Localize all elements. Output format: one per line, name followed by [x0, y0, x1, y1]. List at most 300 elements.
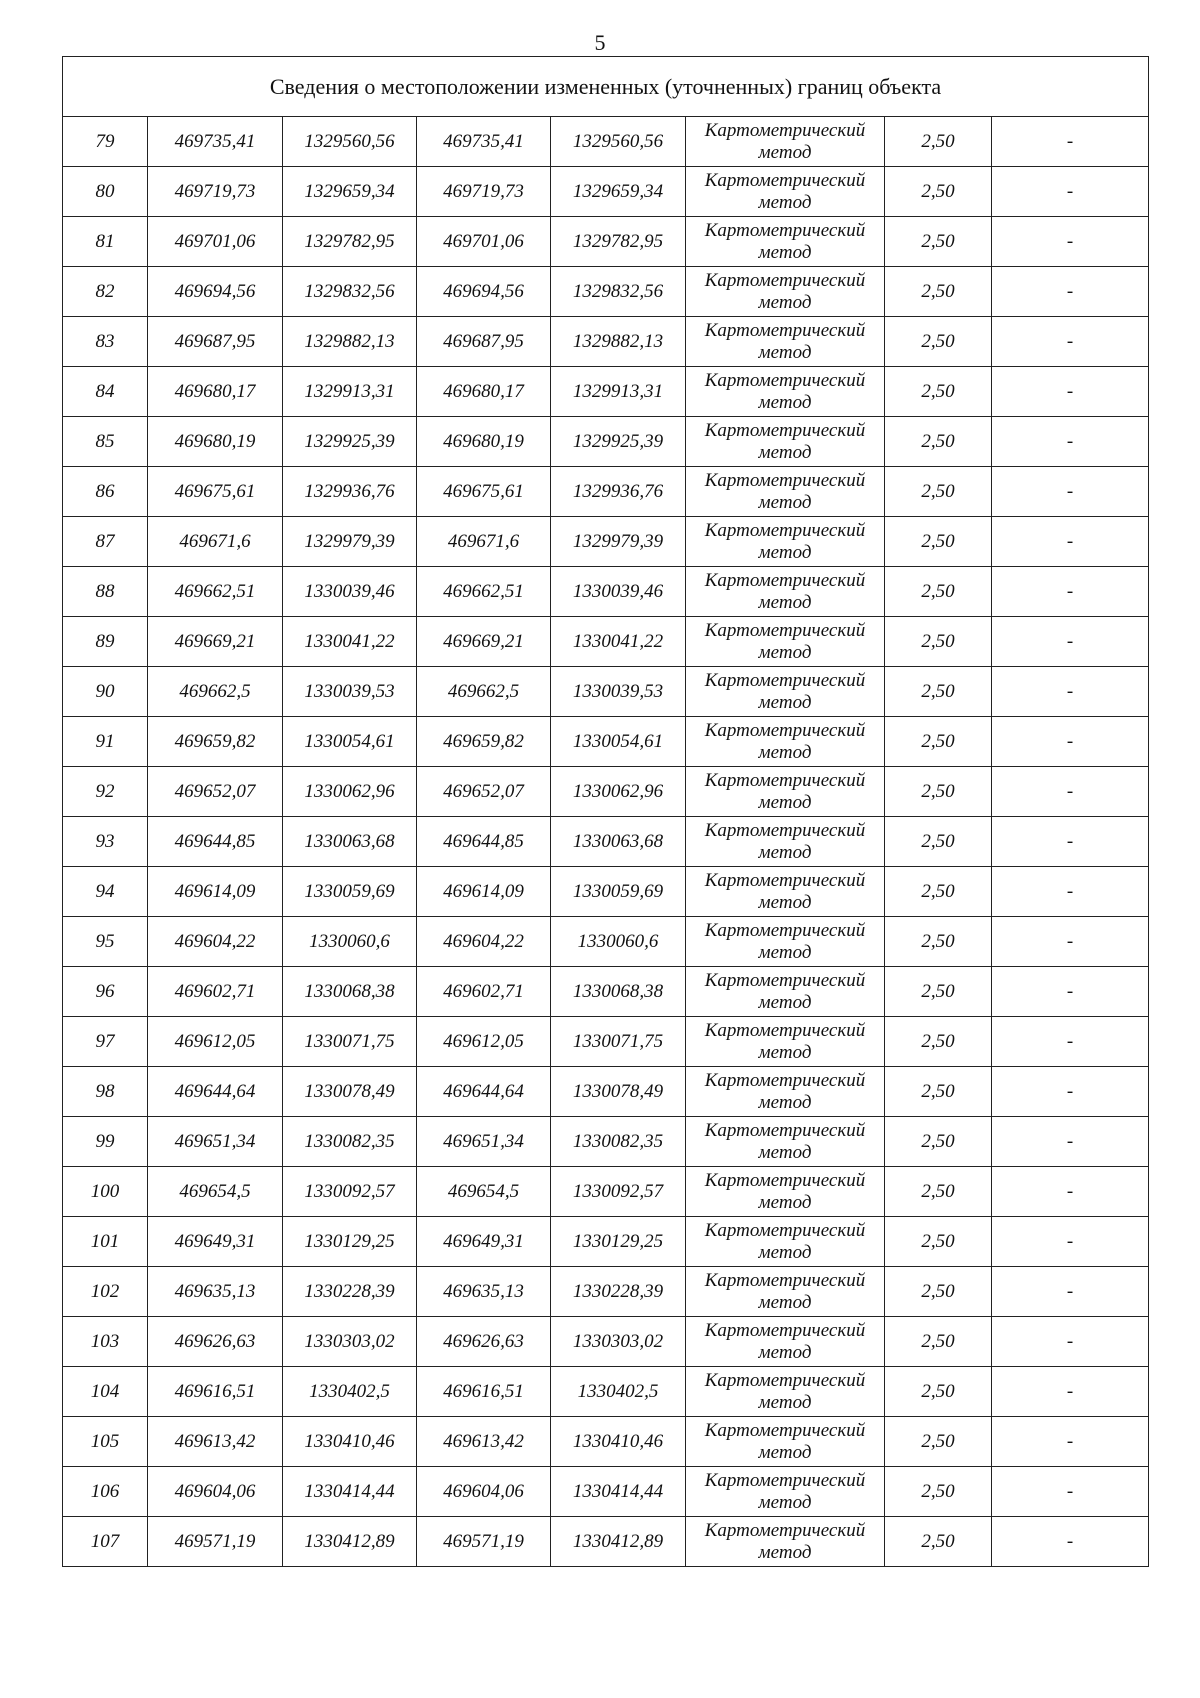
method-line-2: метод [758, 891, 812, 913]
method-cell [686, 1317, 885, 1367]
method-line-2: метод [758, 441, 812, 463]
method-line-1: Картометрический [704, 369, 866, 391]
table-title: Сведения о местоположении измененных (уточненных) границ объекта [63, 57, 1149, 117]
accuracy-cell: 2,50 [885, 1417, 992, 1467]
x-existing-cell: 469652,07 [148, 767, 283, 817]
method-line-1: Картометрический [704, 1269, 866, 1291]
accuracy-cell: 2,50 [885, 1067, 992, 1117]
method-line-1: Картометрический [704, 919, 866, 941]
method-line-1: Картометрический [704, 119, 866, 141]
description-cell: - [992, 517, 1149, 567]
x-existing-cell: 469644,85 [148, 817, 283, 867]
x-refined-cell: 469669,21 [417, 617, 551, 667]
y-refined-cell: 1330129,25 [551, 1217, 686, 1267]
method-line-2: метод [758, 1191, 812, 1213]
y-existing-cell: 1330062,96 [283, 767, 417, 817]
table-row [63, 1167, 1149, 1217]
y-existing-cell: 1329913,31 [283, 367, 417, 417]
method-cell [686, 867, 885, 917]
y-existing-cell: 1330039,46 [283, 567, 417, 617]
table-row [63, 1517, 1149, 1567]
accuracy-cell: 2,50 [885, 967, 992, 1017]
method-line-1: Картометрический [704, 1019, 866, 1041]
x-existing-cell: 469659,82 [148, 717, 283, 767]
y-refined-cell: 1330060,6 [551, 917, 686, 967]
y-refined-cell: 1329882,13 [551, 317, 686, 367]
boundary-coordinates-table [62, 56, 1149, 1567]
table-row [63, 367, 1149, 417]
method-line-1: Картометрический [704, 819, 866, 841]
x-refined-cell: 469680,17 [417, 367, 551, 417]
y-existing-cell: 1330414,44 [283, 1467, 417, 1517]
method-line-1: Картометрический [704, 1169, 866, 1191]
accuracy-cell: 2,50 [885, 317, 992, 367]
method-line-2: метод [758, 791, 812, 813]
method-cell [686, 1117, 885, 1167]
method-cell [686, 817, 885, 867]
point-number-cell: 101 [63, 1217, 148, 1267]
y-refined-cell: 1329936,76 [551, 467, 686, 517]
method-cell [686, 1267, 885, 1317]
x-existing-cell: 469675,61 [148, 467, 283, 517]
x-existing-cell: 469602,71 [148, 967, 283, 1017]
x-existing-cell: 469604,06 [148, 1467, 283, 1517]
x-existing-cell: 469701,06 [148, 217, 283, 267]
x-existing-cell: 469654,5 [148, 1167, 283, 1217]
y-refined-cell: 1330068,38 [551, 967, 686, 1017]
y-refined-cell: 1330039,46 [551, 567, 686, 617]
y-existing-cell: 1329882,13 [283, 317, 417, 367]
y-refined-cell: 1330071,75 [551, 1017, 686, 1067]
accuracy-cell: 2,50 [885, 517, 992, 567]
x-existing-cell: 469644,64 [148, 1067, 283, 1117]
point-number-cell: 94 [63, 867, 148, 917]
accuracy-cell: 2,50 [885, 367, 992, 417]
point-number-cell: 80 [63, 167, 148, 217]
point-number-cell: 83 [63, 317, 148, 367]
method-line-2: метод [758, 1341, 812, 1363]
table-row [63, 467, 1149, 517]
x-refined-cell: 469571,19 [417, 1517, 551, 1567]
point-number-cell: 107 [63, 1517, 148, 1567]
method-cell [686, 1167, 885, 1217]
description-cell: - [992, 117, 1149, 167]
point-number-cell: 103 [63, 1317, 148, 1367]
description-cell: - [992, 267, 1149, 317]
method-line-2: метод [758, 291, 812, 313]
point-number-cell: 102 [63, 1267, 148, 1317]
x-refined-cell: 469701,06 [417, 217, 551, 267]
method-cell [686, 367, 885, 417]
method-cell [686, 467, 885, 517]
table-row [63, 867, 1149, 917]
method-line-1: Картометрический [704, 519, 866, 541]
table-row [63, 1017, 1149, 1067]
description-cell: - [992, 967, 1149, 1017]
table-row [63, 967, 1149, 1017]
method-line-2: метод [758, 191, 812, 213]
y-existing-cell: 1330228,39 [283, 1267, 417, 1317]
point-number-cell: 79 [63, 117, 148, 167]
x-existing-cell: 469662,5 [148, 667, 283, 717]
description-cell: - [992, 1517, 1149, 1567]
method-line-2: метод [758, 141, 812, 163]
description-cell: - [992, 467, 1149, 517]
method-line-2: метод [758, 491, 812, 513]
y-existing-cell: 1329659,34 [283, 167, 417, 217]
table-row [63, 1117, 1149, 1167]
x-refined-cell: 469604,22 [417, 917, 551, 967]
accuracy-cell: 2,50 [885, 617, 992, 667]
y-refined-cell: 1330054,61 [551, 717, 686, 767]
method-cell [686, 1417, 885, 1467]
method-line-2: метод [758, 1491, 812, 1513]
method-line-2: метод [758, 1041, 812, 1063]
method-cell [686, 117, 885, 167]
method-line-2: метод [758, 941, 812, 963]
y-existing-cell: 1330059,69 [283, 867, 417, 917]
y-existing-cell: 1329782,95 [283, 217, 417, 267]
method-line-1: Картометрический [704, 169, 866, 191]
y-refined-cell: 1329782,95 [551, 217, 686, 267]
method-line-1: Картометрический [704, 769, 866, 791]
method-line-2: метод [758, 641, 812, 663]
accuracy-cell: 2,50 [885, 1167, 992, 1217]
y-refined-cell: 1330059,69 [551, 867, 686, 917]
x-refined-cell: 469735,41 [417, 117, 551, 167]
table-row [63, 267, 1149, 317]
y-existing-cell: 1330129,25 [283, 1217, 417, 1267]
y-existing-cell: 1330078,49 [283, 1067, 417, 1117]
method-line-2: метод [758, 541, 812, 563]
description-cell: - [992, 717, 1149, 767]
x-existing-cell: 469719,73 [148, 167, 283, 217]
x-refined-cell: 469694,56 [417, 267, 551, 317]
point-number-cell: 85 [63, 417, 148, 467]
x-refined-cell: 469662,51 [417, 567, 551, 617]
method-line-2: метод [758, 691, 812, 713]
method-line-1: Картометрический [704, 1519, 866, 1541]
method-cell [686, 617, 885, 667]
x-existing-cell: 469671,6 [148, 517, 283, 567]
point-number-cell: 106 [63, 1467, 148, 1517]
point-number-cell: 100 [63, 1167, 148, 1217]
description-cell: - [992, 1017, 1149, 1067]
y-existing-cell: 1329832,56 [283, 267, 417, 317]
description-cell: - [992, 817, 1149, 867]
description-cell: - [992, 417, 1149, 467]
method-cell [686, 667, 885, 717]
table-row [63, 817, 1149, 867]
x-existing-cell: 469680,19 [148, 417, 283, 467]
x-existing-cell: 469687,95 [148, 317, 283, 367]
accuracy-cell: 2,50 [885, 217, 992, 267]
y-existing-cell: 1330412,89 [283, 1517, 417, 1567]
x-refined-cell: 469644,64 [417, 1067, 551, 1117]
method-cell [686, 417, 885, 467]
method-cell [686, 567, 885, 617]
description-cell: - [992, 917, 1149, 967]
table-row [63, 1317, 1149, 1367]
method-cell [686, 1517, 885, 1567]
description-cell: - [992, 1067, 1149, 1117]
x-existing-cell: 469612,05 [148, 1017, 283, 1067]
page-number: 5 [594, 30, 606, 55]
method-line-1: Картометрический [704, 219, 866, 241]
table-row [63, 317, 1149, 367]
x-existing-cell: 469651,34 [148, 1117, 283, 1167]
y-existing-cell: 1329925,39 [283, 417, 417, 467]
description-cell: - [992, 167, 1149, 217]
description-cell: - [992, 1417, 1149, 1467]
table-row [63, 667, 1149, 717]
point-number-cell: 84 [63, 367, 148, 417]
point-number-cell: 98 [63, 1067, 148, 1117]
accuracy-cell: 2,50 [885, 1517, 992, 1567]
method-line-1: Картометрический [704, 719, 866, 741]
accuracy-cell: 2,50 [885, 1367, 992, 1417]
table-row [63, 217, 1149, 267]
y-refined-cell: 1330414,44 [551, 1467, 686, 1517]
description-cell: - [992, 1117, 1149, 1167]
y-refined-cell: 1329925,39 [551, 417, 686, 467]
method-cell [686, 217, 885, 267]
method-line-2: метод [758, 1441, 812, 1463]
description-cell: - [992, 1167, 1149, 1217]
accuracy-cell: 2,50 [885, 1467, 992, 1517]
table-row [63, 717, 1149, 767]
y-existing-cell: 1330039,53 [283, 667, 417, 717]
x-refined-cell: 469612,05 [417, 1017, 551, 1067]
method-line-1: Картометрический [704, 969, 866, 991]
description-cell: - [992, 1317, 1149, 1367]
accuracy-cell: 2,50 [885, 1117, 992, 1167]
description-cell: - [992, 1267, 1149, 1317]
y-refined-cell: 1329560,56 [551, 117, 686, 167]
description-cell: - [992, 1467, 1149, 1517]
method-cell [686, 317, 885, 367]
table-row [63, 567, 1149, 617]
x-refined-cell: 469719,73 [417, 167, 551, 217]
method-cell [686, 167, 885, 217]
accuracy-cell: 2,50 [885, 267, 992, 317]
y-existing-cell: 1330071,75 [283, 1017, 417, 1067]
method-line-1: Картометрический [704, 1319, 866, 1341]
table-row [63, 1067, 1149, 1117]
y-existing-cell: 1330063,68 [283, 817, 417, 867]
description-cell: - [992, 1367, 1149, 1417]
method-line-1: Картометрический [704, 1419, 866, 1441]
y-refined-cell: 1330303,02 [551, 1317, 686, 1367]
method-line-1: Картометрический [704, 619, 866, 641]
x-refined-cell: 469687,95 [417, 317, 551, 367]
accuracy-cell: 2,50 [885, 917, 992, 967]
method-line-2: метод [758, 341, 812, 363]
point-number-cell: 89 [63, 617, 148, 667]
method-line-1: Картометрический [704, 1219, 866, 1241]
method-cell [686, 917, 885, 967]
description-cell: - [992, 567, 1149, 617]
x-existing-cell: 469613,42 [148, 1417, 283, 1467]
table-row [63, 167, 1149, 217]
method-cell [686, 1467, 885, 1517]
point-number-cell: 99 [63, 1117, 148, 1167]
y-refined-cell: 1330039,53 [551, 667, 686, 717]
method-line-1: Картометрический [704, 1119, 866, 1141]
table-row [63, 617, 1149, 667]
accuracy-cell: 2,50 [885, 667, 992, 717]
method-cell [686, 1217, 885, 1267]
y-existing-cell: 1330060,6 [283, 917, 417, 967]
method-line-2: метод [758, 1541, 812, 1563]
table-row [63, 417, 1149, 467]
method-line-1: Картометрический [704, 419, 866, 441]
accuracy-cell: 2,50 [885, 417, 992, 467]
x-refined-cell: 469651,34 [417, 1117, 551, 1167]
x-existing-cell: 469604,22 [148, 917, 283, 967]
x-existing-cell: 469662,51 [148, 567, 283, 617]
accuracy-cell: 2,50 [885, 567, 992, 617]
x-refined-cell: 469652,07 [417, 767, 551, 817]
accuracy-cell: 2,50 [885, 867, 992, 917]
method-cell [686, 267, 885, 317]
y-existing-cell: 1330303,02 [283, 1317, 417, 1367]
x-refined-cell: 469662,5 [417, 667, 551, 717]
accuracy-cell: 2,50 [885, 717, 992, 767]
x-refined-cell: 469680,19 [417, 417, 551, 467]
description-cell: - [992, 867, 1149, 917]
point-number-cell: 81 [63, 217, 148, 267]
x-existing-cell: 469649,31 [148, 1217, 283, 1267]
x-refined-cell: 469626,63 [417, 1317, 551, 1367]
y-existing-cell: 1329560,56 [283, 117, 417, 167]
y-refined-cell: 1329832,56 [551, 267, 686, 317]
y-refined-cell: 1330228,39 [551, 1267, 686, 1317]
x-refined-cell: 469659,82 [417, 717, 551, 767]
accuracy-cell: 2,50 [885, 817, 992, 867]
y-refined-cell: 1329913,31 [551, 367, 686, 417]
description-cell: - [992, 667, 1149, 717]
method-line-1: Картометрический [704, 569, 866, 591]
y-existing-cell: 1330092,57 [283, 1167, 417, 1217]
x-refined-cell: 469604,06 [417, 1467, 551, 1517]
table-row [63, 767, 1149, 817]
x-existing-cell: 469680,17 [148, 367, 283, 417]
table-row [63, 1467, 1149, 1517]
x-refined-cell: 469675,61 [417, 467, 551, 517]
table-row [63, 517, 1149, 567]
x-refined-cell: 469613,42 [417, 1417, 551, 1467]
y-existing-cell: 1330054,61 [283, 717, 417, 767]
accuracy-cell: 2,50 [885, 1317, 992, 1367]
y-existing-cell: 1330041,22 [283, 617, 417, 667]
x-existing-cell: 469614,09 [148, 867, 283, 917]
y-existing-cell: 1329979,39 [283, 517, 417, 567]
x-existing-cell: 469669,21 [148, 617, 283, 667]
point-number-cell: 104 [63, 1367, 148, 1417]
y-existing-cell: 1330082,35 [283, 1117, 417, 1167]
description-cell: - [992, 217, 1149, 267]
method-cell [686, 1017, 885, 1067]
method-line-1: Картометрический [704, 669, 866, 691]
y-refined-cell: 1330092,57 [551, 1167, 686, 1217]
x-existing-cell: 469616,51 [148, 1367, 283, 1417]
accuracy-cell: 2,50 [885, 467, 992, 517]
method-cell [686, 517, 885, 567]
x-refined-cell: 469671,6 [417, 517, 551, 567]
method-line-2: метод [758, 1141, 812, 1163]
x-existing-cell: 469635,13 [148, 1267, 283, 1317]
point-number-cell: 91 [63, 717, 148, 767]
table-row [63, 1267, 1149, 1317]
point-number-cell: 88 [63, 567, 148, 617]
x-existing-cell: 469571,19 [148, 1517, 283, 1567]
method-line-1: Картометрический [704, 869, 866, 891]
method-line-2: метод [758, 841, 812, 863]
method-line-2: метод [758, 391, 812, 413]
point-number-cell: 82 [63, 267, 148, 317]
description-cell: - [992, 1217, 1149, 1267]
accuracy-cell: 2,50 [885, 767, 992, 817]
method-line-1: Картометрический [704, 319, 866, 341]
x-refined-cell: 469635,13 [417, 1267, 551, 1317]
description-cell: - [992, 617, 1149, 667]
y-refined-cell: 1330062,96 [551, 767, 686, 817]
accuracy-cell: 2,50 [885, 117, 992, 167]
y-existing-cell: 1329936,76 [283, 467, 417, 517]
x-refined-cell: 469614,09 [417, 867, 551, 917]
method-line-2: метод [758, 1091, 812, 1113]
y-refined-cell: 1330082,35 [551, 1117, 686, 1167]
x-refined-cell: 469644,85 [417, 817, 551, 867]
x-refined-cell: 469616,51 [417, 1367, 551, 1417]
y-refined-cell: 1330410,46 [551, 1417, 686, 1467]
y-refined-cell: 1329659,34 [551, 167, 686, 217]
table-row [63, 917, 1149, 967]
method-line-1: Картометрический [704, 1469, 866, 1491]
method-line-2: метод [758, 991, 812, 1013]
description-cell: - [992, 367, 1149, 417]
point-number-cell: 87 [63, 517, 148, 567]
table-row [63, 117, 1149, 167]
point-number-cell: 105 [63, 1417, 148, 1467]
accuracy-cell: 2,50 [885, 1217, 992, 1267]
method-line-2: метод [758, 1391, 812, 1413]
method-line-1: Картометрический [704, 269, 866, 291]
method-line-1: Картометрический [704, 469, 866, 491]
method-cell [686, 767, 885, 817]
x-refined-cell: 469649,31 [417, 1217, 551, 1267]
y-refined-cell: 1329979,39 [551, 517, 686, 567]
point-number-cell: 96 [63, 967, 148, 1017]
method-line-1: Картометрический [704, 1069, 866, 1091]
point-number-cell: 86 [63, 467, 148, 517]
point-number-cell: 97 [63, 1017, 148, 1067]
method-cell [686, 1367, 885, 1417]
y-refined-cell: 1330063,68 [551, 817, 686, 867]
x-existing-cell: 469694,56 [148, 267, 283, 317]
accuracy-cell: 2,50 [885, 1267, 992, 1317]
description-cell: - [992, 317, 1149, 367]
method-line-2: метод [758, 1291, 812, 1313]
y-existing-cell: 1330068,38 [283, 967, 417, 1017]
y-existing-cell: 1330402,5 [283, 1367, 417, 1417]
method-cell [686, 1067, 885, 1117]
x-refined-cell: 469602,71 [417, 967, 551, 1017]
table-row [63, 1367, 1149, 1417]
method-line-1: Картометрический [704, 1369, 866, 1391]
point-number-cell: 95 [63, 917, 148, 967]
